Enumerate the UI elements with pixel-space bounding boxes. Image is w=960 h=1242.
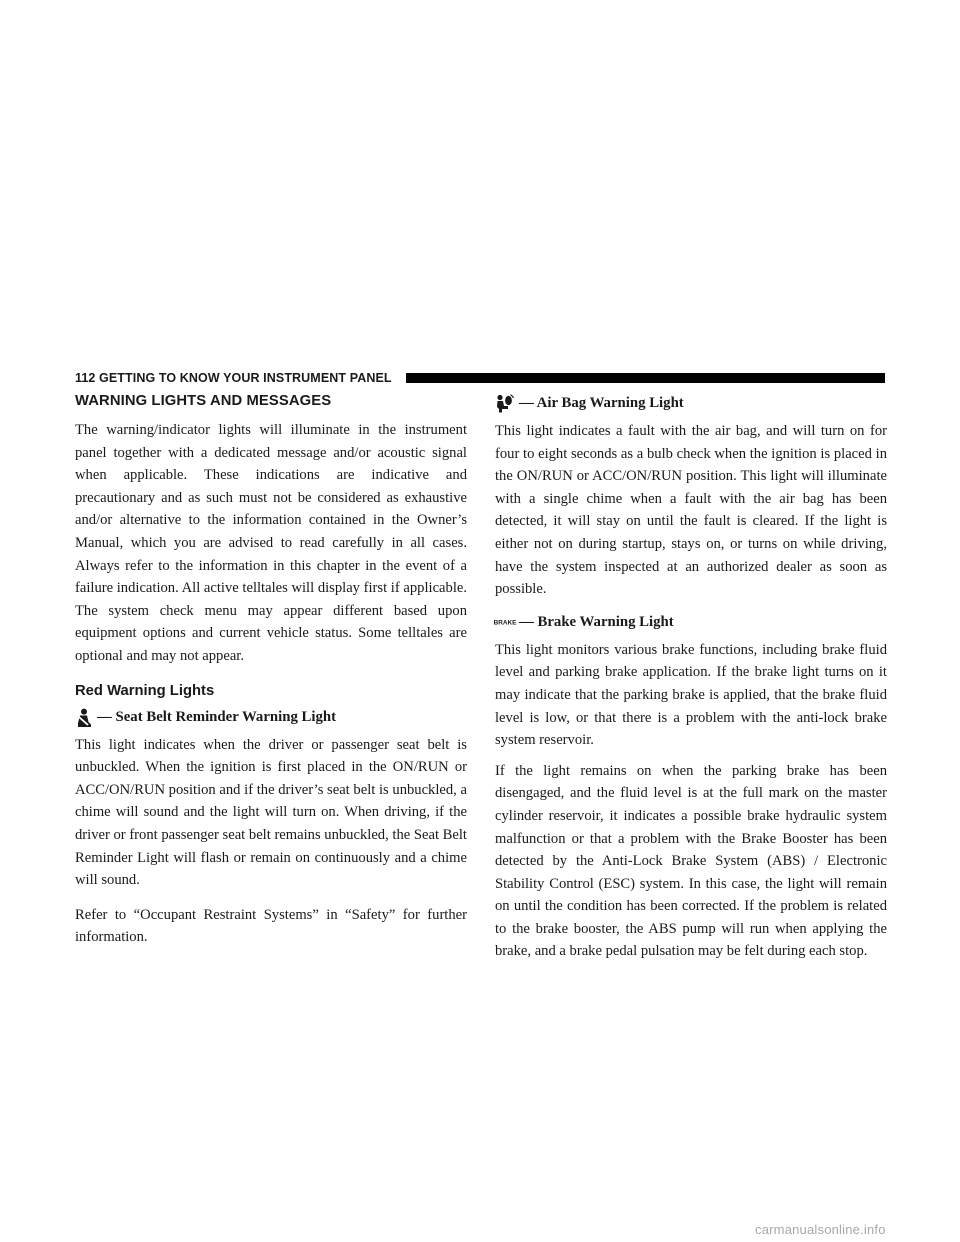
subsection-title: Red Warning Lights	[75, 682, 215, 699]
svg-text:BRAKE: BRAKE	[493, 619, 517, 627]
intro-paragraph: The warning/indicator lights will illuminate in the instrument panel together with a dedicated message and/or acoustic signal when applicable. These indications are indicative and precautionary and as such must not be considered as exhaustive and/or alternative to the information contained in the Owner’s Manual, which you are advised to read carefully in all cases. Always refer to the information in this chapter in the event of a failure indication. All active telltales will display first if applicable. The system check menu may appear different based upon equipment options and current vehicle status. Some telltales are optional and may not appear.	[75, 422, 467, 664]
page-number-and-chapter: 112 GETTING TO KNOW YOUR INSTRUMENT PANEL	[75, 371, 392, 385]
brake-heading-text: — Brake Warning Light	[519, 613, 674, 630]
brake-heading	[495, 611, 887, 633]
watermark: carmanualsonline.info	[755, 1222, 886, 1237]
airbag-icon	[495, 394, 515, 414]
brake-body-1: This light monitors various brake functions, including brake fluid level and parking brake application. If the brake light turns on it may indicate that the parking brake is applied, that the brake fluid level is low, or that there is a problem with the anti-lock brake system reservoir.	[495, 641, 887, 749]
seatbelt-heading-text: — Seat Belt Reminder Warning Light	[97, 708, 337, 725]
brake-body-2: If the light remains on when the parking brake has been disengaged, and the fluid level is at the full mark on the master cylinder reservoir, it indicates a possible brake hydraulic system malfunction or that a problem with the Brake Booster has been detected by the Anti-Lock Brake System (ABS) / Electronic Stability Control (ESC) system. In this case, the light will remain on until the condition has been corrected. If the problem is related to the brake booster, the ABS pump will run when applying the brake, and a brake pedal pulsation may be felt during each stop.	[495, 762, 887, 960]
section-title: WARNING LIGHTS AND MESSAGES	[75, 393, 332, 409]
airbag-body: This light indicates a fault with the air bag, and will turn on for four to eight seconds as a bulb check when the ignition is placed in the ON/RUN or ACC/ON/RUN position. This light will illuminate with a single chime when a fault with the air bag has been detected, it will stay on until the fault is cleared. If the light is either not on during startup, stays on, or turns on while driving, have the system inspected at an authorized dealer as soon as possible.	[495, 423, 887, 598]
airbag-heading	[495, 392, 887, 414]
seatbelt-refer: Refer to “Occupant Restraint Systems” in “Safety” for further information.	[75, 906, 467, 946]
seatbelt-heading	[75, 706, 467, 728]
header-rule	[406, 373, 885, 383]
page-header	[75, 371, 885, 385]
seatbelt-icon	[75, 708, 93, 728]
right-column	[495, 392, 887, 963]
airbag-heading-text: — Air Bag Warning Light	[519, 395, 684, 411]
brake-icon	[495, 617, 515, 627]
left-column	[75, 392, 467, 949]
seatbelt-body: This light indicates when the driver or passenger seat belt is unbuckled. When the ignition is first placed in the ON/RUN or ACC/ON/RUN position and if the driver’s seat belt is unbuckled, a chime will sound and the light will turn on. When driving, if the driver or front passenger seat belt remains unbuckled, the Seat Belt Reminder Light will flash or remain on continuously and a chime will sound.	[75, 736, 467, 889]
